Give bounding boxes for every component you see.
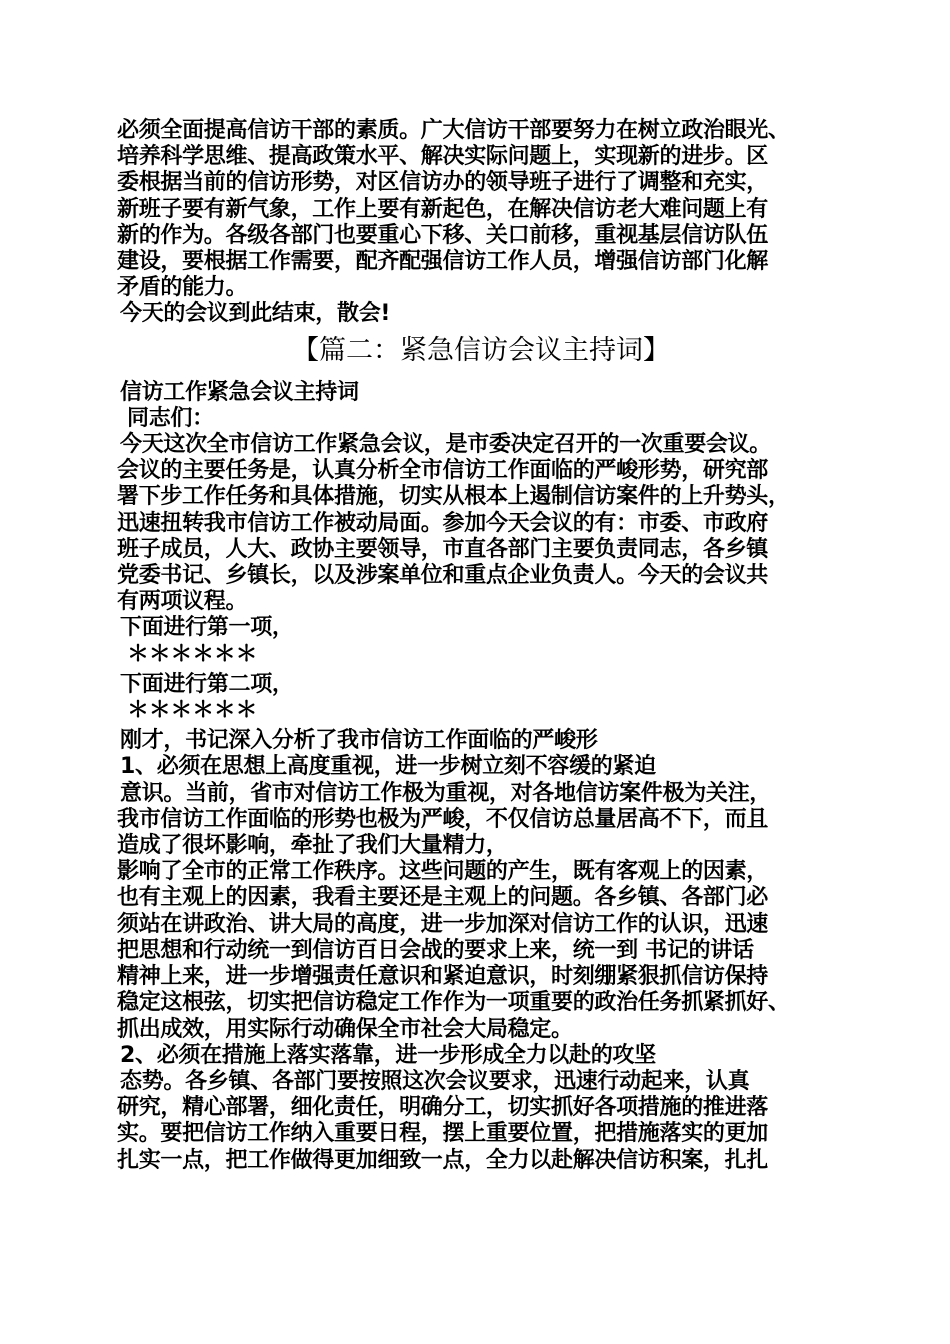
closing-line: 今天的会议到此结束，散会! (120, 301, 391, 327)
paragraph-line: 有两项议程。 (117, 589, 248, 615)
paragraph-line: 培养科学思维、提高政策水平、解决实际问题上，实现新的进步。区 (117, 144, 769, 170)
paragraph-line: 矛盾的能力。 (117, 275, 248, 301)
paragraph-line: 实。要把信访工作纳入重要日程，摆上重要位置，把措施落实的更加 (117, 1121, 769, 1147)
paragraph-line: 影响了全市的正常工作秩序。这些问题的产生，既有客观上的因素， (117, 859, 769, 885)
paragraph-line: 扎实一点，把工作做得更加细致一点，全力以赴解决信访积案，扎扎 (117, 1147, 769, 1173)
intro-paragraph (117, 432, 837, 615)
summary-line: 刚才，书记深入分析了我市信访工作面临的严峻形 (120, 728, 598, 754)
point-heading: 2、必须在措施上落实落靠，进一步形成全力以赴的攻坚 (120, 1042, 656, 1068)
paragraph-line: 我市信访工作面临的形势也极为严峻，不仅信访总量居高不下，而且 (117, 806, 769, 832)
agenda-item-1: 下面进行第一项， (120, 615, 294, 641)
greeting: 同志们： (127, 405, 214, 431)
paragraph-line: 新班子要有新气象，工作上要有新起色，在解决信访老大难问题上有 (117, 196, 769, 222)
paragraph-line: 态势。各乡镇、各部门要按照这次会议要求，迅速行动起来，认真 (120, 1068, 750, 1094)
paragraph-line: 党委书记、乡镇长，以及涉案单位和重点企业负责人。今天的会议共 (117, 563, 769, 589)
paragraph-line: 署下步工作任务和具体措施，切实从根本上遏制信访案件的上升势头， (117, 484, 790, 510)
paragraph-line: 研究，精心部署，细化责任，明确分工，切实抓好各项措施的推进落 (117, 1095, 769, 1121)
point-heading: 1、必须在思想上高度重视，进一步树立刻不容缓的紧迫 (120, 754, 656, 780)
paragraph-line: 班子成员，人大、政协主要领导，市直各部门主要负责同志，各乡镇 (117, 536, 769, 562)
paragraph-line: 迅速扭转我市信访工作被动局面。参加今天会议的有：市委、市政府 (117, 510, 769, 536)
agenda-stars-1: ＊＊＊＊＊＊ (127, 641, 258, 667)
paragraph-line: 精神上来，进一步增强责任意识和紧迫意识，时刻绷紧狠抓信访保持 (117, 964, 769, 990)
paragraph-line: 新的作为。各级各部门也要重心下移、关口前移，重视基层信访队伍 (117, 222, 769, 248)
agenda-item-2: 下面进行第二项， (120, 671, 294, 697)
point-1 (117, 754, 837, 1042)
paragraph-line: 会议的主要任务是，认真分析全市信访工作面临的严峻形势，研究部 (117, 458, 769, 484)
agenda-stars-2: ＊＊＊＊＊＊ (127, 698, 258, 724)
paragraph-line: 今天这次全市信访工作紧急会议，是市委决定召开的一次重要会议。 (120, 432, 772, 458)
paragraph-line: 稳定这根弦，切实把信访稳定工作作为一项重要的政治任务抓紧抓好、 (117, 990, 790, 1016)
document-page (117, 118, 837, 1174)
speech-subtitle: 信访工作紧急会议主持词 (120, 379, 359, 405)
point-2 (117, 1043, 837, 1174)
paragraph-line: 必须全面提高信访干部的素质。广大信访干部要努力在树立政治眼光、 (117, 118, 790, 143)
section-title: 【篇二：紧急信访会议主持词】 (292, 334, 670, 366)
paragraph-line: 须站在讲政治、讲大局的高度，进一步加深对信访工作的认识，迅速 (117, 911, 769, 937)
paragraph-line: 建设，要根据工作需要，配齐配强信访工作人员，增强信访部门化解 (117, 249, 769, 275)
paragraph-line: 意识。当前，省市对信访工作极为重视，对各地信访案件极为关注， (120, 780, 772, 806)
paragraph-line: 造成了很坏影响，牵扯了我们大量精力， (117, 833, 508, 859)
paragraph-line: 委根据当前的信访形势，对区信访办的领导班子进行了调整和充实， (117, 170, 769, 196)
paragraph-line: 也有主观上的因素，我看主要还是主观上的问题。各乡镇、各部门必 (117, 885, 769, 911)
paragraph-line: 把思想和行动统一到信访百日会战的要求上来，统一到 书记的讲话 (117, 937, 754, 963)
paragraph-1 (117, 118, 837, 301)
paragraph-line: 抓出成效，用实际行动确保全市社会大局稳定。 (117, 1016, 573, 1042)
